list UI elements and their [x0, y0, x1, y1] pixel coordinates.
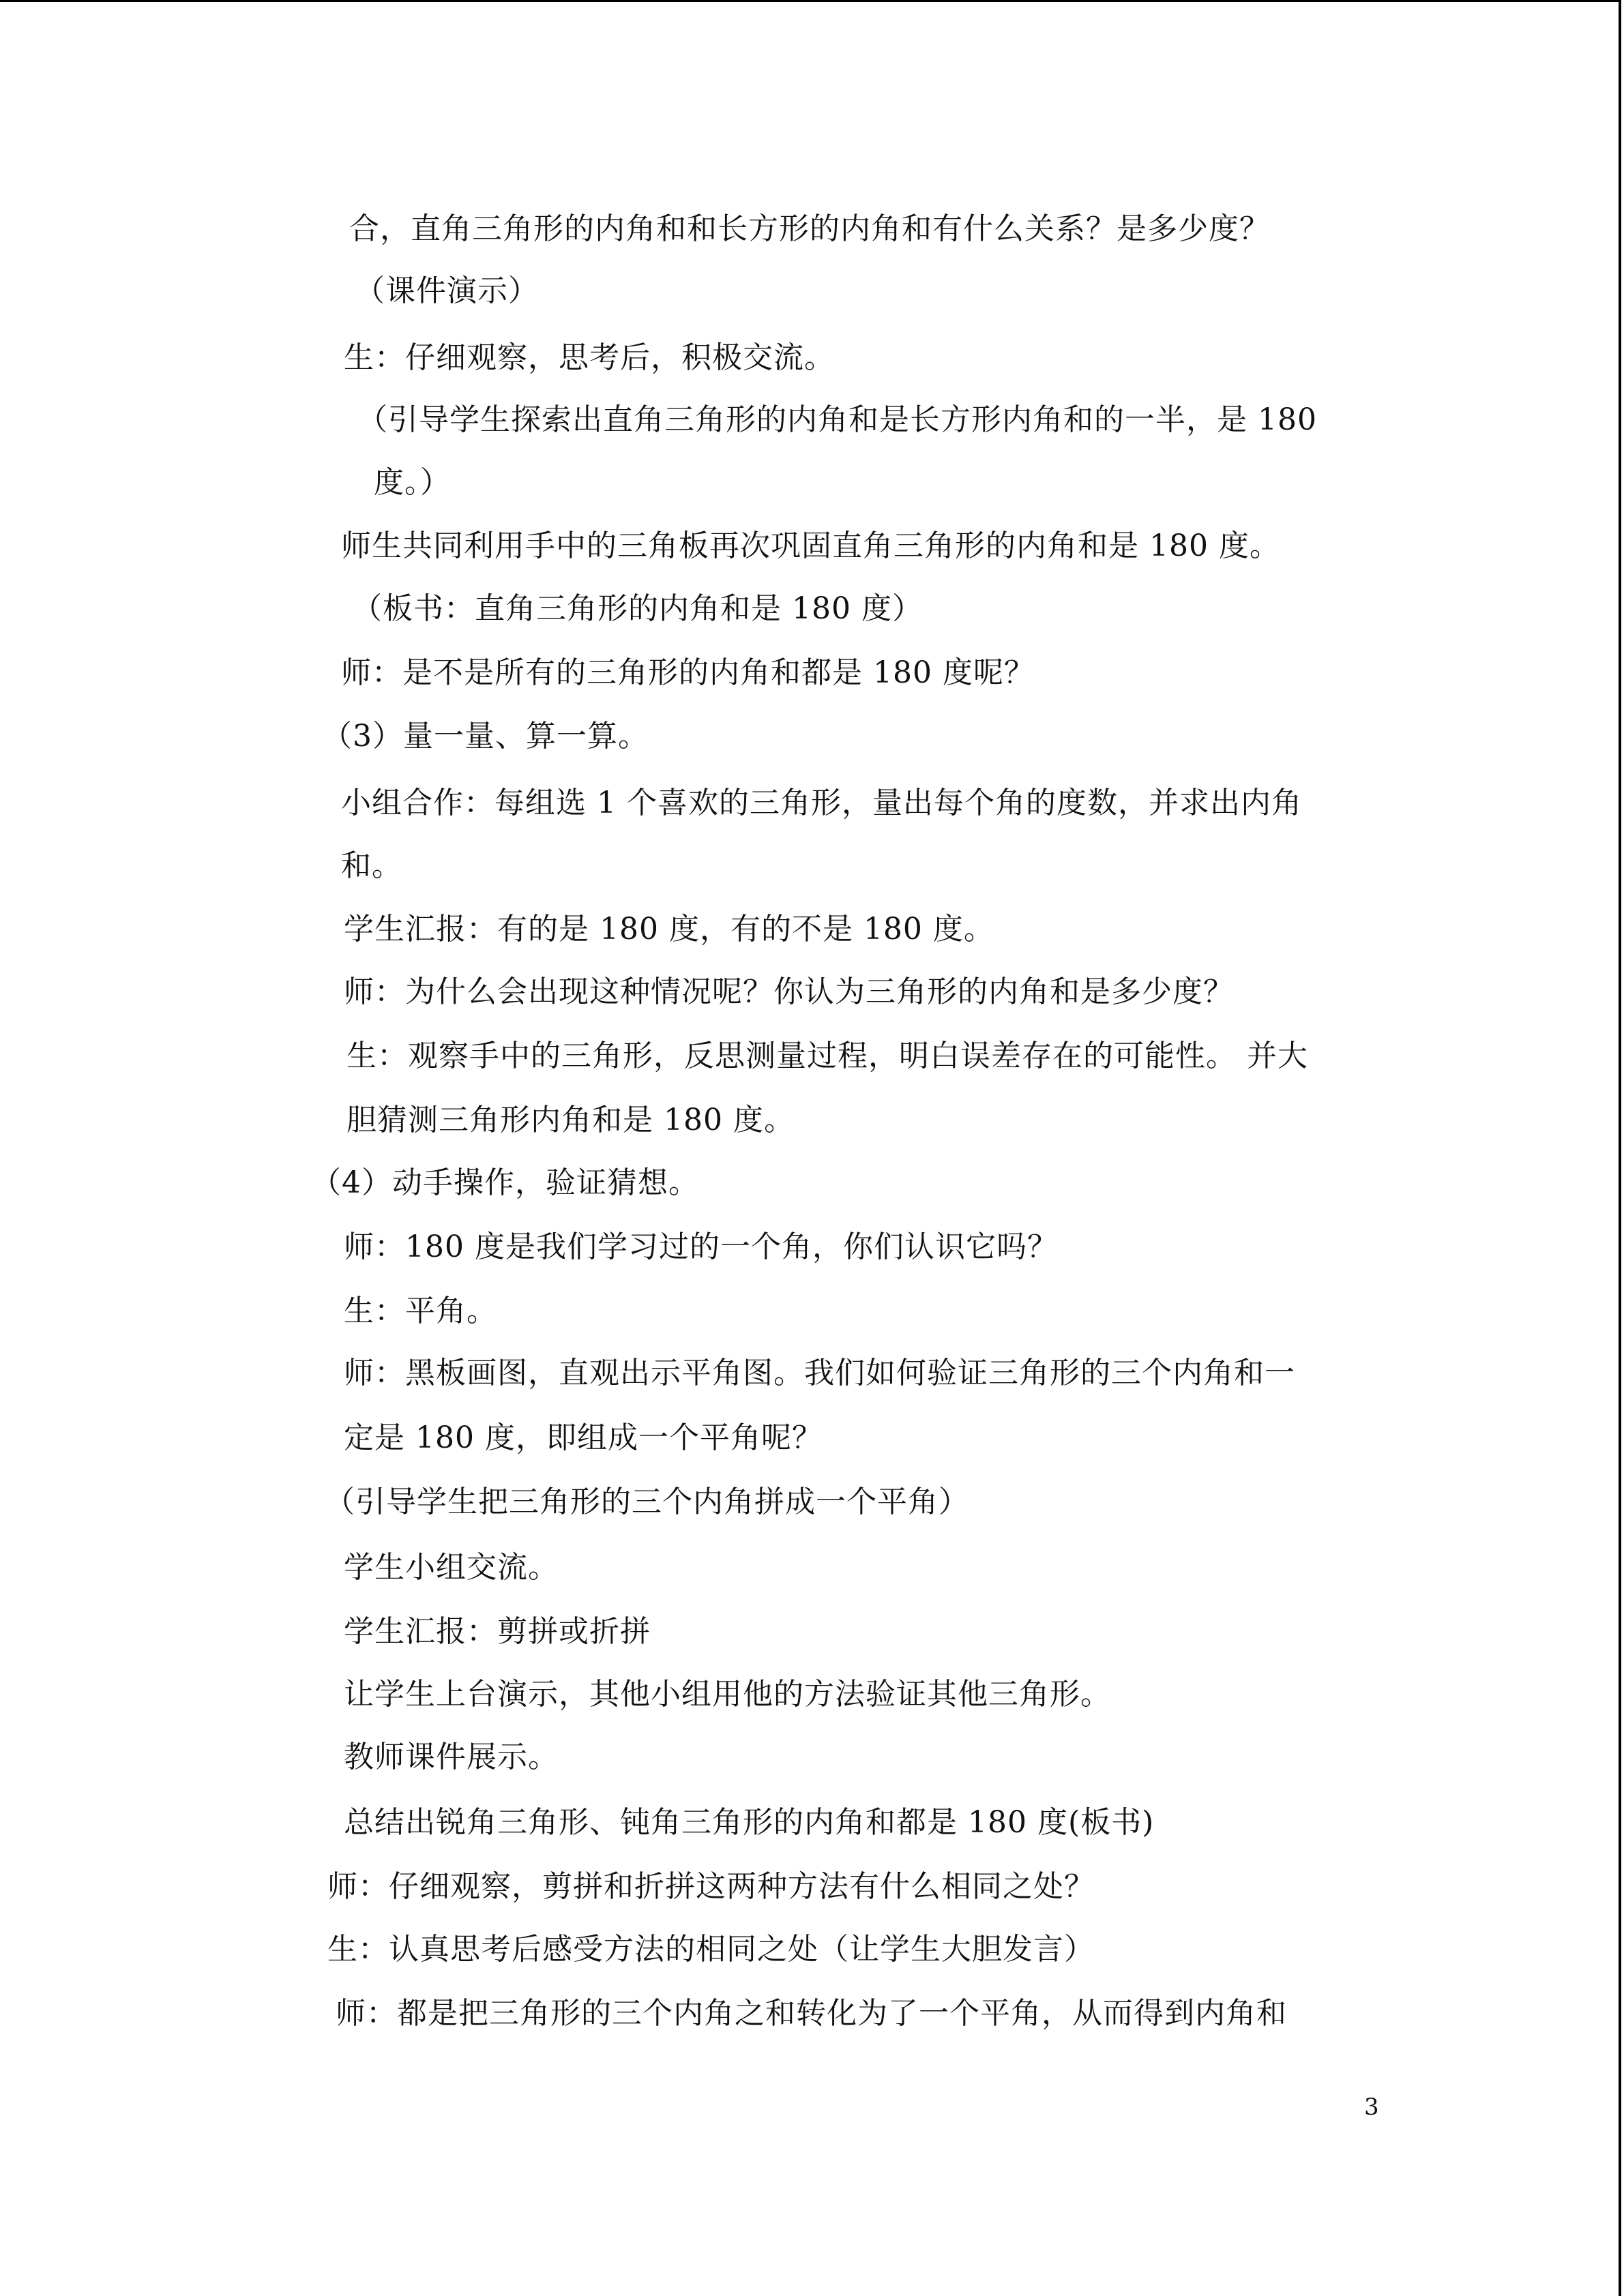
- text-line: 学生小组交流。: [344, 1550, 559, 1585]
- text-line: 生：平角。: [344, 1294, 497, 1328]
- text-line: 胆猜测三角形内角和是 180 度。: [346, 1103, 795, 1137]
- text-line: 学生汇报：剪拼或折拼: [344, 1614, 651, 1649]
- text-line: （3）量一量、算一算。: [322, 719, 649, 754]
- text-line: 生：观察手中的三角形，反思测量过程，明白误差存在的可能性。 并大: [346, 1039, 1308, 1073]
- text-line: 度。）: [374, 465, 451, 500]
- text-line: （引导学生探索出直角三角形的内角和是长方形内角和的一半，是 180: [357, 402, 1317, 437]
- text-line: 师：仔细观察，剪拼和折拼这两种方法有什么相同之处？: [327, 1869, 1095, 1904]
- text-line: 和。: [341, 848, 402, 883]
- text-line: 总结出锐角三角形、钝角三角形的内角和都是 180 度(板书): [344, 1805, 1155, 1840]
- text-line: 小组合作：每组选 1 个喜欢的三角形，量出每个角的度数，并求出内角: [341, 786, 1302, 820]
- text-line: 教师课件展示。: [344, 1740, 559, 1774]
- text-line: 师：是不是所有的三角形的内角和都是 180 度呢？: [341, 655, 1035, 690]
- text-line: 学生汇报：有的是 180 度，有的不是 180 度。: [344, 912, 994, 946]
- text-line: （引导学生把三角形的三个内角拼成一个平角）: [325, 1485, 969, 1519]
- text-line: 生：仔细观察，思考后，积极交流。: [344, 340, 835, 375]
- text-line: 师：黑板画图，直观出示平角图。我们如何验证三角形的三个内角和一: [344, 1356, 1295, 1390]
- text-line: （4）动手操作，验证猜想。: [311, 1165, 699, 1200]
- text-line: 生：认真思考后感受方法的相同之处（让学生大胆发言）: [327, 1932, 1095, 1967]
- text-line: 定是 180 度，即组成一个平角呢？: [344, 1420, 823, 1455]
- text-line: 合，直角三角形的内角和和长方形的内角和有什么关系？是多少度？: [349, 211, 1270, 246]
- text-line: （课件演示）: [355, 273, 539, 308]
- text-line: 师：180 度是我们学习过的一个角，你们认识它吗？: [344, 1229, 1058, 1264]
- text-line: 让学生上台演示，其他小组用他的方法验证其他三角形。: [344, 1677, 1111, 1712]
- text-line: （板书：直角三角形的内角和是 180 度）: [352, 591, 923, 626]
- text-line: 师：都是把三角形的三个内角之和转化为了一个平角，从而得到内角和: [336, 1996, 1287, 2031]
- text-line: 师生共同利用手中的三角板再次巩固直角三角形的内角和是 180 度。: [341, 528, 1280, 563]
- page-number: 3: [1364, 2093, 1379, 2121]
- text-line: 师：为什么会出现这种情况呢？你认为三角形的内角和是多少度？: [344, 974, 1234, 1009]
